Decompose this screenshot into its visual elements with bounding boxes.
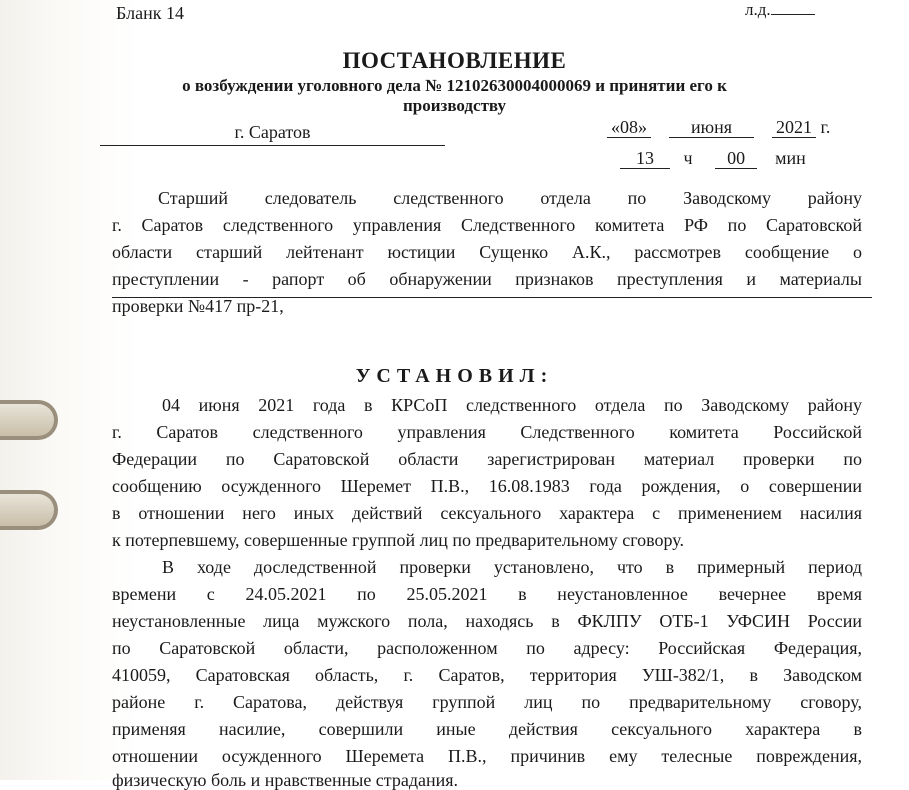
document-subtitle-line1: о возбуждении уголовного дела № 12102630004000069 и принятии его к — [182, 76, 727, 95]
binder-ring-icon — [0, 490, 58, 530]
intro-paragraph — [112, 185, 862, 320]
date-year: 2021 — [772, 117, 816, 138]
body-line: применяя насилие, совершили иные действия сексуального характера в — [112, 719, 862, 739]
date-year-suffix: г. — [820, 117, 831, 137]
time-minute-label: мин — [775, 148, 806, 168]
time-minute: 00 — [715, 148, 757, 169]
intro-line: области старший лейтенант юстиции Сущенко А.К., рассмотрев сообщение о — [112, 242, 862, 262]
body-line: по Саратовской области, расположенном по адресу: Российская Федерация, — [112, 638, 862, 658]
body-line: районе г. Саратова, действуя группой лиц по предварительному сговору, — [112, 692, 862, 712]
intro-line: преступлении - рапорт об обнаружении признаков преступления и материалы — [112, 269, 862, 289]
body-line: к потерпевшему, совершенные группой лиц по предварительному сговору. — [112, 530, 684, 550]
section-heading: УСТАНОВИЛ: — [355, 365, 554, 387]
body-line: неустановленные лица мужского пола, находясь в ФКЛПУ ОТБ-1 УФСИН России — [112, 611, 862, 631]
body-line-last: физическую боль и нравственные страдания. — [112, 770, 459, 790]
body-line: 04 июня 2021 года в КРСоП следственного отдела по Заводскому району — [162, 395, 862, 415]
time-hour-label: ч — [683, 148, 693, 168]
sheet-number-field — [745, 0, 815, 20]
date-month: июня — [669, 117, 754, 138]
document-subtitle-line2: производству — [402, 96, 507, 115]
time-field — [620, 148, 806, 169]
body-line: сообщению осужденного Шеремет П.В., 16.08.1983 года рождения, о совершении — [112, 476, 862, 496]
body-line: отношении осужденного Шеремета П.В., причинив ему телесные повреждения, — [112, 746, 862, 766]
intro-underline — [112, 297, 872, 298]
established-paragraph-1 — [112, 392, 862, 554]
body-line: Федерации по Саратовской области зарегистрирован материал проверки по — [112, 449, 862, 469]
form-number: Бланк 14 — [116, 3, 184, 23]
city-field: г. Саратов — [100, 122, 445, 146]
time-hour: 13 — [620, 148, 670, 169]
intro-line: проверки №417 пр-21, — [112, 296, 284, 316]
binder-rings — [0, 340, 60, 780]
binder-ring-icon — [0, 400, 58, 440]
sheet-number-label: л.д. — [745, 0, 771, 19]
body-line: г. Саратов следственного управления Следственного комитета Российской — [112, 422, 862, 442]
intro-line: Старший следователь следственного отдела по Заводскому району — [158, 188, 862, 208]
established-paragraph-2 — [112, 554, 862, 770]
document-title: ПОСТАНОВЛЕНИЕ — [342, 48, 567, 73]
body-line: 410059, Саратовская область, г. Саратов, территория УШ-382/1, в Заводском — [112, 665, 862, 685]
body-line: времени с 24.05.2021 по 25.05.2021 в неустановленное вечернее время — [112, 584, 862, 604]
body-line: в отношении него иных действий сексуального характера с применением насилия — [112, 503, 862, 523]
intro-line: г. Саратов следственного управления Следственного комитета РФ по Саратовской — [112, 215, 862, 235]
date-field — [607, 117, 830, 138]
sheet-number-blank — [771, 0, 815, 15]
date-day: «08» — [607, 117, 651, 138]
body-line: В ходе доследственной проверки установлено, что в примерный период — [162, 557, 862, 577]
